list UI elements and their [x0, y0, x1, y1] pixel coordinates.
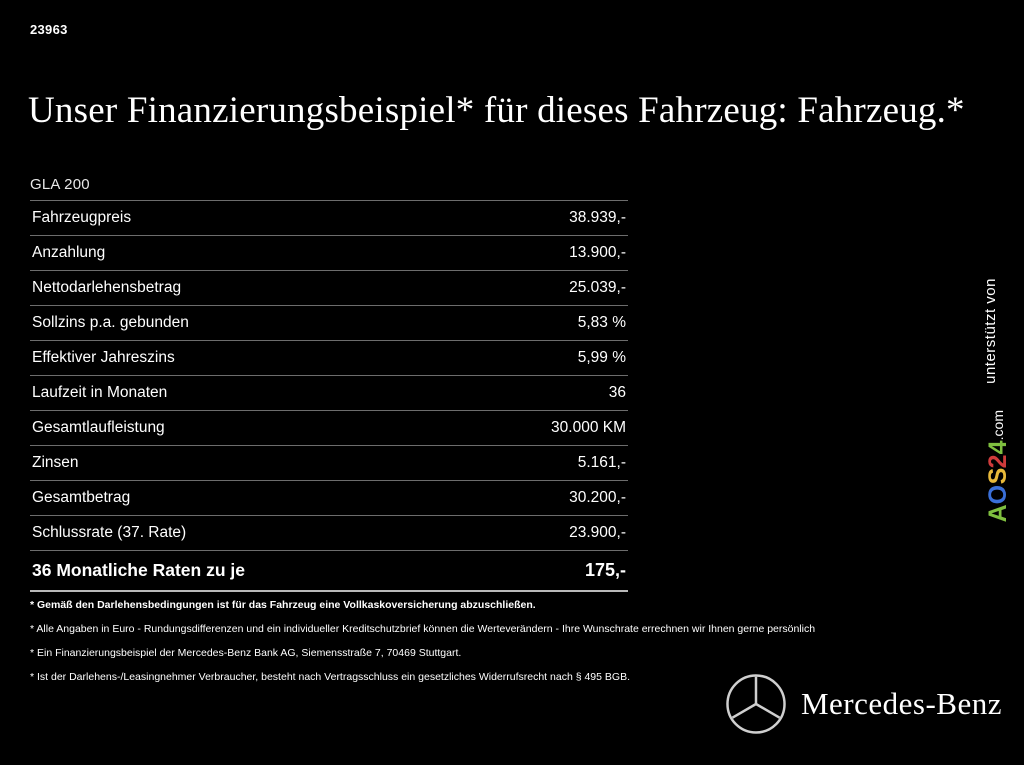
- footnote-item: * Ist der Darlehens-/Leasingnehmer Verbraucher, besteht nach Vertragsschluss ein gesetzliches Widerrufsrecht nach § 495 BGB.: [30, 671, 630, 683]
- row-label: Zinsen: [32, 454, 79, 471]
- page-title: Unser Finanzierungsbeispiel* für dieses Fahrzeug: Fahrzeug.*: [28, 89, 965, 131]
- mercedes-benz-wordmark: Mercedes-Benz: [800, 686, 1002, 721]
- table-row: [30, 305, 628, 340]
- table-row: [30, 235, 628, 270]
- document-id: 23963: [30, 22, 68, 37]
- financing-table: [30, 200, 628, 592]
- table-row: [30, 340, 628, 375]
- monthly-rate-value: 175,-: [584, 560, 626, 580]
- monthly-rate-label: 36 Monatliche Raten zu je: [32, 560, 245, 580]
- aos24-logo-part: A: [984, 504, 1012, 523]
- row-label: Effektiver Jahreszins: [32, 349, 175, 366]
- row-value: 36: [608, 384, 626, 401]
- vehicle-model-label: GLA 200: [30, 176, 90, 193]
- row-value: 13.900,-: [569, 244, 626, 261]
- aos24-logo-part: 4: [984, 440, 1012, 455]
- mercedes-benz-logo: [725, 673, 1002, 735]
- row-value: 5,83 %: [577, 314, 626, 331]
- table-row: [30, 410, 628, 445]
- monthly-rate-row: [30, 550, 628, 592]
- row-label: Gesamtbetrag: [32, 489, 131, 506]
- row-label: Schlussrate (37. Rate): [32, 524, 187, 541]
- table-row: [30, 515, 628, 550]
- table-row: [30, 445, 628, 480]
- row-value: 30.200,-: [569, 489, 626, 506]
- row-label: Nettodarlehensbetrag: [32, 279, 182, 296]
- table-row: [30, 200, 628, 235]
- row-value: 5.161,-: [577, 454, 626, 471]
- supported-by-label: unterstützt von: [982, 278, 999, 384]
- row-value: 38.939,-: [569, 209, 626, 226]
- row-value: 25.039,-: [569, 279, 626, 296]
- row-value: 5,99 %: [577, 349, 626, 366]
- footnote-item: * Gemäß den Darlehensbedingungen ist für das Fahrzeug eine Vollkaskoversicherung abzuschließen.: [30, 599, 536, 611]
- aos24-logo-part: 2: [984, 454, 1012, 469]
- row-label: Laufzeit in Monaten: [32, 384, 168, 401]
- table-row: [30, 480, 628, 515]
- aos24-logo: [984, 410, 1012, 522]
- aos24-logo-part: S: [984, 468, 1012, 485]
- table-row: [30, 270, 628, 305]
- footnote-item: * Alle Angaben in Euro - Rundungsdifferenzen und ein individueller Kreditschutzbrief können die Werteverändern - Ihre Wunschrate errechnen wir Ihnen gerne persönlich: [30, 623, 816, 635]
- table-row: [30, 375, 628, 410]
- row-label: Anzahlung: [32, 244, 106, 261]
- supported-by-branding: [982, 278, 1016, 568]
- row-label: Fahrzeugpreis: [32, 209, 132, 226]
- row-value: 30.000 KM: [551, 419, 626, 436]
- mercedes-star-icon: [725, 673, 787, 735]
- aos24-domain: .com: [990, 410, 1006, 441]
- footnote-item: * Ein Finanzierungsbeispiel der Mercedes-Benz Bank AG, Siemensstraße 7, 70469 Stuttgart.: [30, 647, 462, 659]
- row-label: Sollzins p.a. gebunden: [32, 314, 189, 331]
- aos24-logo-part: O: [984, 484, 1012, 505]
- row-label: Gesamtlaufleistung: [32, 419, 165, 436]
- row-value: 23.900,-: [569, 524, 626, 541]
